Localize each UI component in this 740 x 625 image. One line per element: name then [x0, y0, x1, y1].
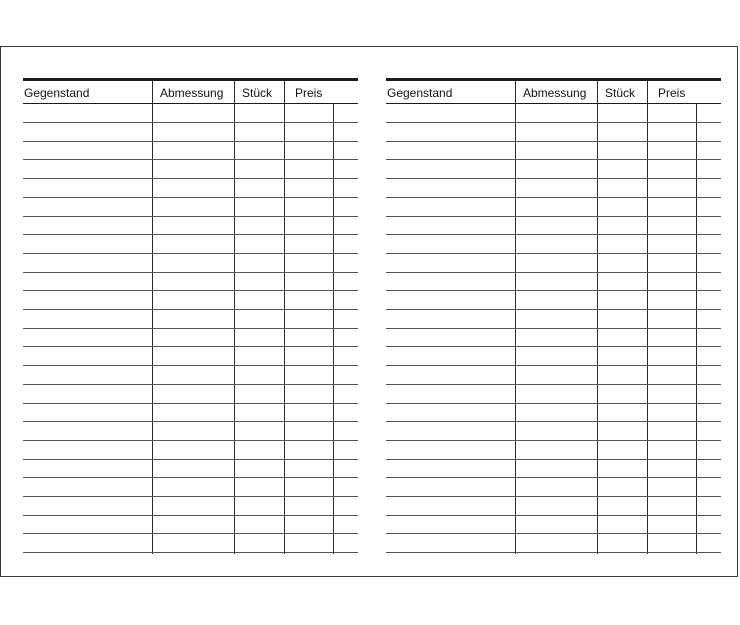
row-line [386, 122, 721, 123]
row-line [23, 234, 358, 235]
row-line [386, 253, 721, 254]
row-line [386, 533, 721, 534]
row-line [386, 421, 721, 422]
row-line [23, 496, 358, 497]
top-rule [386, 78, 721, 81]
row-line [23, 440, 358, 441]
inventory-form-right [386, 78, 721, 554]
inventory-form-left [23, 78, 358, 554]
row-line [23, 216, 358, 217]
row-line [23, 122, 358, 123]
column-divider [234, 80, 235, 554]
row-line [386, 272, 721, 273]
column-divider [515, 80, 516, 554]
row-line [23, 178, 358, 179]
row-line [386, 403, 721, 404]
header-rule [386, 103, 721, 104]
row-line [23, 141, 358, 142]
row-line [386, 552, 721, 553]
column-header-stueck: Stück [605, 86, 636, 100]
column-header-gegenstand: Gegenstand [387, 86, 453, 100]
column-header-abmessung: Abmessung [523, 86, 587, 100]
row-line [386, 178, 721, 179]
row-line [23, 328, 358, 329]
row-line [23, 272, 358, 273]
row-line [386, 459, 721, 460]
column-header-preis: Preis [295, 86, 323, 100]
row-line [23, 533, 358, 534]
row-line [386, 197, 721, 198]
row-line [23, 309, 358, 310]
row-line [23, 159, 358, 160]
column-divider [284, 80, 285, 554]
row-line [23, 403, 358, 404]
row-line [386, 328, 721, 329]
row-line [23, 346, 358, 347]
row-line [386, 384, 721, 385]
column-header-stueck: Stück [242, 86, 273, 100]
row-line [386, 346, 721, 347]
row-line [23, 384, 358, 385]
column-header-abmessung: Abmessung [160, 86, 224, 100]
column-divider [152, 80, 153, 554]
row-line [23, 290, 358, 291]
row-line [23, 459, 358, 460]
row-line [23, 421, 358, 422]
row-line [386, 515, 721, 516]
top-rule [23, 78, 358, 81]
row-line [386, 234, 721, 235]
column-header-preis: Preis [658, 86, 686, 100]
row-line [386, 496, 721, 497]
column-header-gegenstand: Gegenstand [24, 86, 90, 100]
header-rule [23, 103, 358, 104]
row-line [23, 515, 358, 516]
row-line [23, 197, 358, 198]
row-line [386, 477, 721, 478]
row-line [23, 253, 358, 254]
column-divider [647, 80, 648, 554]
row-line [386, 365, 721, 366]
row-line [386, 159, 721, 160]
row-line [23, 552, 358, 553]
row-line [23, 365, 358, 366]
row-line [23, 477, 358, 478]
row-line [386, 141, 721, 142]
row-line [386, 309, 721, 310]
row-line [386, 216, 721, 217]
row-line [386, 440, 721, 441]
row-line [386, 290, 721, 291]
column-divider [597, 80, 598, 554]
